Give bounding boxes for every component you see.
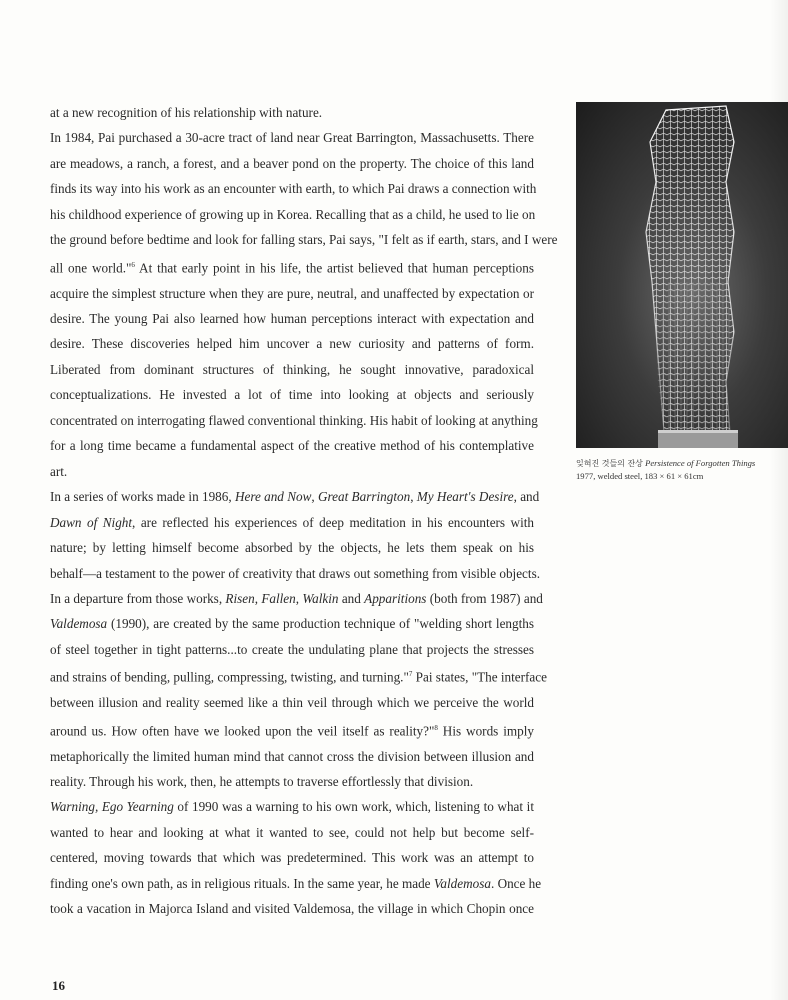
text-line: Warning, Ego Yearning of 1990 was a warning to his own work, which, listening to what it: [50, 799, 534, 815]
text-line: centered, moving towards that which was predetermined. This work was an attempt to: [50, 850, 534, 866]
text-line: at a new recognition of his relationship with nature.: [50, 105, 323, 120]
text-line: wanted to hear and looking at what it wanted to see, could not help but become self-: [50, 824, 534, 840]
caption-title: [576, 457, 788, 470]
text-line: desire. These discoveries helped him uncover a new curiosity and patterns of form.: [50, 336, 534, 352]
text-line: Dawn of Night, are reflected his experiences of deep meditation in his encounters with: [50, 514, 534, 530]
text-line: desire. The young Pai also learned how human perceptions interact with expectation and: [50, 311, 534, 327]
text-line: concentrated on interrogating flawed conventional thinking. His habit of looking at anything: [50, 412, 538, 428]
work-title: Great Barrington: [317, 489, 411, 505]
work-title: Valdemosa: [50, 616, 108, 632]
text-line: reality. Through his work, then, he attempts to traverse effortlessly that division.: [50, 773, 474, 789]
text-line: metaphorically the limited human mind that cannot cross the division between illusion and: [50, 748, 534, 764]
text-line: behalf—a testament to the power of creativity that draws out something from visible objects.: [50, 565, 541, 581]
text-line: In a series of works made in 1986, Here and Now, Great Barrington, My Heart's Desire, and: [50, 489, 540, 505]
caption-korean-title: 잊혀진 것들의 잔상: [576, 459, 643, 468]
caption-english-title: Persistence of Forgotten Things: [645, 458, 756, 468]
text-line: for a long time became a fundamental aspect of the creative method of his contemplative: [50, 438, 534, 454]
text-line: all one world."$^6$ At that early point in his life, the artist believed that human perceptions: [50, 260, 534, 276]
text-line: between illusion and reality seemed like a thin veil through which we perceive the world: [50, 695, 534, 711]
footnote-marker: 7: [408, 670, 413, 679]
work-title: Warning, Ego Yearning: [50, 799, 174, 815]
text-line: In a departure from those works, Risen, Fallen, Walkin and Apparitions (both from 1987) and: [50, 591, 543, 606]
caption-details: 1977, welded steel, 183 × 61 × 61cm: [576, 471, 704, 481]
text-line: In 1984, Pai purchased a 30-acre tract of land near Great Barrington, Massachusetts. There: [50, 130, 534, 146]
work-title: Apparitions: [364, 591, 427, 606]
footnote-marker: 6: [131, 260, 135, 269]
text-line: conceptualizations. He invested a lot of time into looking at objects and seriously: [50, 387, 534, 403]
page-number: 16: [52, 978, 65, 993]
work-title: Here and Now: [234, 489, 312, 505]
text-line: his childhood experience of growing up in Korea. Recalling that as a child, he used to lie on: [50, 206, 536, 222]
text-line: finding one's own path, as in religious rituals. In the same year, he made Valdemosa. Once he: [50, 875, 542, 891]
figure-caption: [576, 457, 788, 482]
text-line: nature; by letting himself become absorbed by the objects, he lets them speak on his: [50, 540, 534, 556]
footnote-marker: 8: [434, 723, 438, 732]
text-line: Valdemosa (1990), are created by the same production technique of "welding short lengths: [50, 616, 534, 632]
work-title: Fallen: [261, 591, 296, 606]
work-title: My Heart's Desire: [416, 489, 514, 505]
text-line: acquire the simplest structure when they are pure, neutral, and unaffected by expectation or: [50, 285, 534, 301]
text-line: around us. How often have we looked upon the veil itself as reality?"$^8$ His words imply: [50, 723, 535, 739]
work-title: Risen: [225, 591, 255, 606]
text-line: finds its way into his work as an encounter with earth, to which Pai draws a connection with: [50, 181, 537, 197]
body-text: [50, 100, 558, 922]
wire-sculpture-illustration: [576, 102, 788, 448]
text-line: art.: [50, 463, 68, 479]
work-title: Dawn of Night: [50, 514, 133, 530]
text-line: Liberated from dominant structures of thinking, he sought innovative, paradoxical: [50, 361, 534, 377]
text-line: are meadows, a ranch, a forest, and a beaver pond on the property. The choice of this land: [50, 155, 534, 171]
work-title: Valdemosa: [433, 875, 491, 891]
text-line: and strains of bending, pulling, compressing, twisting, and turning."$^7$ Pai states, "The interface: [50, 669, 547, 685]
work-title: Walkin: [302, 591, 339, 606]
text-line: the ground before bedtime and look for falling stars, Pai says, "I felt as if earth, stars, and I were: [50, 232, 558, 248]
text-line: of steel together in tight patterns...to create the undulating plane that projects the stresses: [50, 641, 534, 657]
sculpture-photo: [576, 102, 788, 448]
text-line: took a vacation in Majorca Island and visited Valdemosa, the village in which Chopin once: [50, 901, 534, 917]
